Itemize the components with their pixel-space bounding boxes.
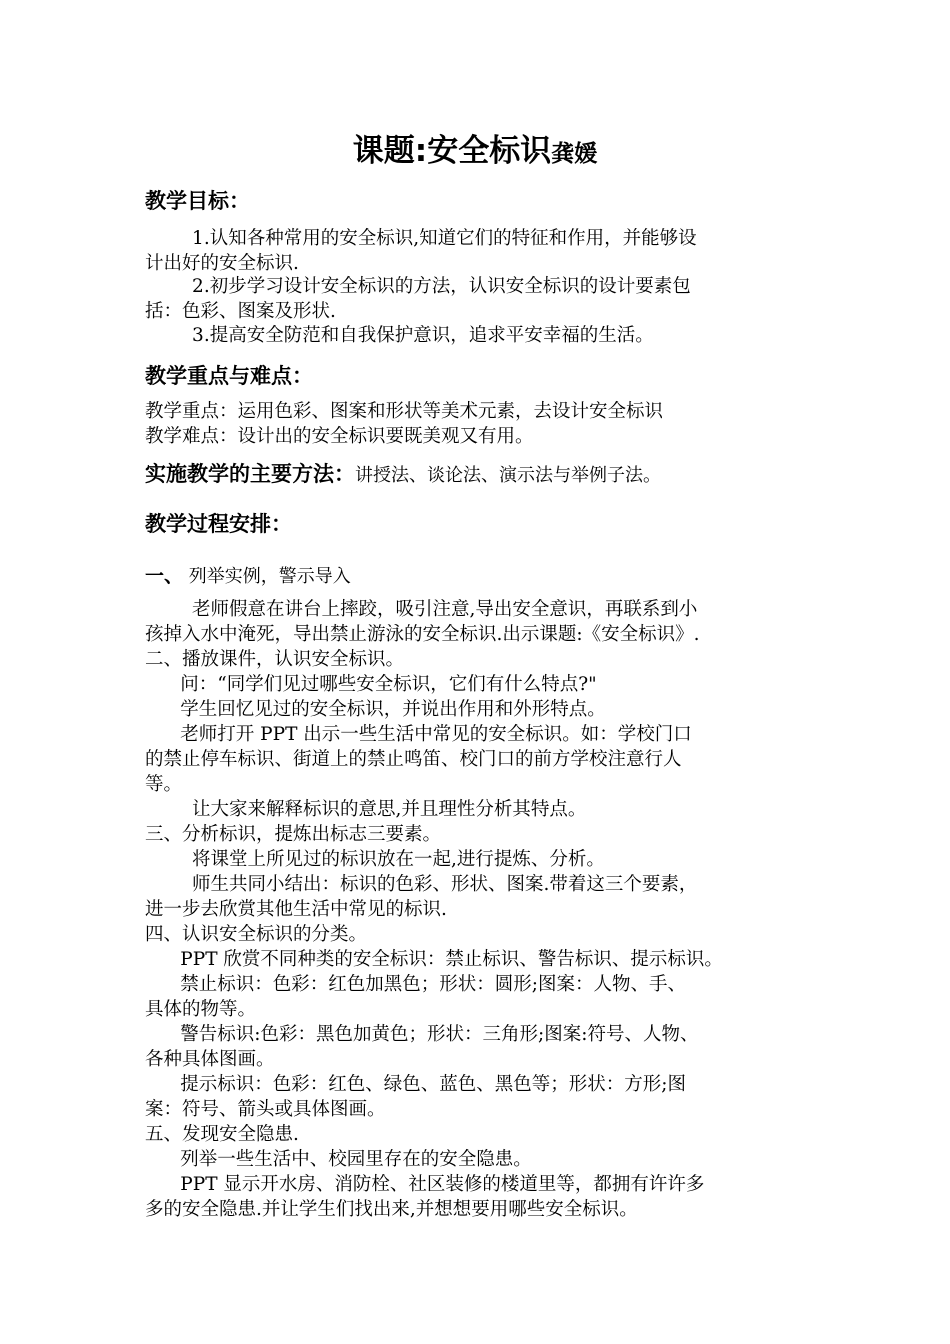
method-label: 实施教学的主要方法： — [145, 462, 355, 486]
process-body: 老师假意在讲台上摔跤，吸引注意,导出安全意识，再联系到小 孩掉入水中淹死，导出禁止游泳的安全标识.出示课题:《安全标识》. 二、播放课件，认识安全标识。 问：“同学们见过哪些安全标识，它们有什么特点?" 学生回忆见过的安全标识，并说出作用和外形特点。 老师打开 PPT 出示一些生活中常见的安全标识。如：学校门口 的禁止停车标识、街道上的禁止鸣笛、校门口的前方学校注意行人 等。 让大家来解释标识的意思,并且理性分析其特点。 三、分析标识，提炼出标志三要素。 将课堂上所见过的标识放在一起,进行提炼、分析。 师生共同小结出：标识的色彩、形状、图案.带着这三个要素， 进一步去欣赏其他生活中常见的标识. 四、认识安全标识的分类。 PPT 欣赏不同种类的安全标识：禁止标识、警告标识、提示标识。 禁止标识：色彩：红色加黑色；形状：圆形;图案：人物、手、 具体的物等。 警告标识:色彩：黑色加黄色；形状：三角形;图案:符号、人物、 各种具体图画。 提示标识：色彩：红色、绿色、蓝色、黑色等；形状：方形;图 案：符号、箭头或具体图画。 五、发现安全隐患. 列举一些生活中、校园里存在的安全隐患。 PPT 显示开水房、消防栓、社区装修的楼道里等，都拥有许许多 多的安全隐患.并让学生们找出来,并想想要用哪些安全标识。 — [145, 599, 723, 1220]
author-name: 龚媛 — [551, 141, 598, 167]
title-text: 课题:安全标识 — [352, 133, 552, 169]
section-1-number: 一、 — [145, 565, 184, 587]
goals-heading: 教学目标： — [145, 189, 250, 213]
goal-item-3: 3.提高安全防范和自我保护意识，追求平安幸福的生活。 — [145, 325, 654, 346]
section-1-title: 列举实例，警示导入 — [183, 566, 351, 587]
key-point-2: 教学难点：设计出的安全标识要既美观又有用。 — [145, 426, 534, 447]
method-heading — [145, 459, 661, 491]
method-text: 讲授法、谈论法、演示法与举例子法。 — [355, 465, 661, 486]
document-title — [0, 128, 950, 177]
goal-item-2: 2.初步学习设计安全标识的方法，认识安全标识的设计要素包 括：色彩、图案及形状. — [145, 276, 691, 322]
key-point-1: 教学重点：运用色彩、图案和形状等美术元素，去设计安全标识 — [145, 401, 664, 422]
key-points-heading: 教学重点与难点： — [145, 364, 313, 388]
section-1-heading — [145, 562, 351, 591]
process-heading: 教学过程安排： — [145, 512, 292, 536]
goal-item-1: 1.认知各种常用的安全标识,知道它们的特征和作用，并能够设 计出好的安全标识. — [145, 228, 697, 274]
